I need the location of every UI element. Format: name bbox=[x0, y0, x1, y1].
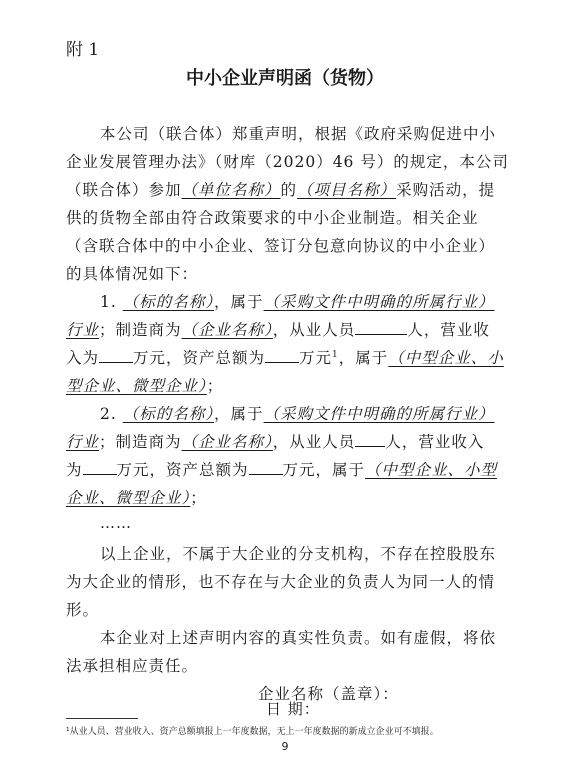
footnote: ¹从业人员、营业收入、资产总额填报上一年度数据，无上一年度数据的新成立企业可不填报。 bbox=[66, 727, 439, 737]
item2-line3 bbox=[66, 458, 497, 480]
document-title: 中小企业声明函（货物） bbox=[186, 68, 384, 89]
assets-blank bbox=[249, 460, 283, 475]
item-text: ，属于 bbox=[214, 405, 264, 423]
item-text: ，属于 bbox=[214, 293, 264, 311]
item-text: ； bbox=[190, 489, 207, 507]
para1-line5: （含联合体中的中小企业、签订分包意向协议的中小企业） bbox=[66, 237, 496, 255]
item1-line1 bbox=[100, 290, 495, 312]
item-number: 2. bbox=[100, 405, 117, 423]
para3-line1: 本企业对上述声明内容的真实性负责。如有虚假，将依 bbox=[100, 629, 497, 647]
project-name-placeholder: （项目名称） bbox=[297, 181, 397, 199]
item-text: 万元，资产总额为 bbox=[116, 461, 249, 479]
revenue-blank bbox=[99, 348, 133, 363]
staff-blank bbox=[355, 320, 407, 335]
enterprise-type-placeholder: （中型企业、小型 bbox=[365, 461, 498, 479]
para1-line2: 企业发展管理办法》（财库（2020）46 号）的规定，本公司 bbox=[66, 153, 509, 171]
item-text: 为 bbox=[66, 461, 83, 479]
industry-placeholder: 行业 bbox=[66, 321, 100, 339]
item-text: 人，营业收入 bbox=[385, 433, 485, 451]
enterprise-type-placeholder: 企业、微型企业） bbox=[66, 489, 191, 507]
para3-line2: 法承担相应责任。 bbox=[66, 657, 199, 675]
item-text: 人，营业收 bbox=[407, 321, 490, 339]
item-text: 入为 bbox=[66, 349, 100, 367]
maker-name-placeholder: （企业名称） bbox=[181, 433, 273, 451]
revenue-blank bbox=[83, 460, 117, 475]
item-number: 1. bbox=[100, 293, 117, 311]
item-text: ； bbox=[206, 377, 224, 395]
para1-text: 的 bbox=[280, 181, 298, 199]
enterprise-type-placeholder: 型企业、微型企业） bbox=[66, 377, 207, 395]
para2-line2: 为大企业的情形，也不存在与大企业的负责人为同一人的情 bbox=[66, 573, 496, 591]
ellipsis: …… bbox=[100, 514, 132, 532]
maker-name-placeholder: （企业名称） bbox=[181, 321, 273, 339]
para2-line3: 形。 bbox=[66, 601, 100, 619]
item-name-placeholder: （标的名称） bbox=[122, 293, 214, 311]
staff-blank bbox=[355, 432, 385, 447]
item2-line1 bbox=[100, 402, 495, 424]
item1-line2 bbox=[66, 318, 490, 340]
item-text: 万元，属于 bbox=[282, 461, 366, 479]
item-text: ，从业人员 bbox=[272, 433, 356, 451]
item-text: ，从业人员 bbox=[272, 321, 356, 339]
enterprise-type-placeholder: （中型企业、小 bbox=[388, 349, 504, 367]
item-text: 万元，资产总额为 bbox=[133, 349, 266, 367]
unit-name-placeholder: （单位名称） bbox=[181, 181, 281, 199]
item2-line4 bbox=[66, 486, 207, 508]
assets-blank bbox=[265, 348, 299, 363]
annex-label: 附 1 bbox=[66, 40, 100, 60]
industry-placeholder: 行业 bbox=[66, 433, 100, 451]
para1-text: （联合体）参加 bbox=[66, 181, 182, 199]
footnote-marker: 1 bbox=[332, 349, 339, 360]
item-text: ；制造商为 bbox=[99, 321, 182, 339]
item-text: 万元 bbox=[299, 349, 333, 367]
company-signature-label: 企业名称（盖章）： bbox=[258, 685, 399, 703]
item1-line3 bbox=[66, 346, 504, 368]
item-text: ；制造商为 bbox=[99, 433, 182, 451]
para1-line1: 本公司（联合体）郑重声明，根据《政府采购促进中小 bbox=[100, 125, 497, 143]
date-label: 日 期： bbox=[266, 700, 320, 718]
item-name-placeholder: （标的名称） bbox=[122, 405, 214, 423]
para1-text: 采购活动，提 bbox=[396, 181, 496, 199]
para1-line6: 的具体情况如下： bbox=[66, 265, 199, 283]
page-number: 9 bbox=[281, 740, 289, 753]
industry-placeholder: （采购文件中明确的所属行业） bbox=[263, 293, 495, 311]
item-text: ，属于 bbox=[338, 349, 389, 367]
para1-line4: 供的货物全部由符合政策要求的中小企业制造。相关企业 bbox=[66, 209, 479, 227]
item2-line2 bbox=[66, 430, 484, 452]
para1-line3 bbox=[66, 178, 495, 200]
industry-placeholder: （采购文件中明确的所属行业） bbox=[263, 405, 495, 423]
item1-line4 bbox=[66, 374, 223, 396]
para2-line1: 以上企业，不属于大企业的分支机构，不存在控股股东 bbox=[100, 545, 497, 563]
footnote-separator bbox=[66, 718, 138, 719]
